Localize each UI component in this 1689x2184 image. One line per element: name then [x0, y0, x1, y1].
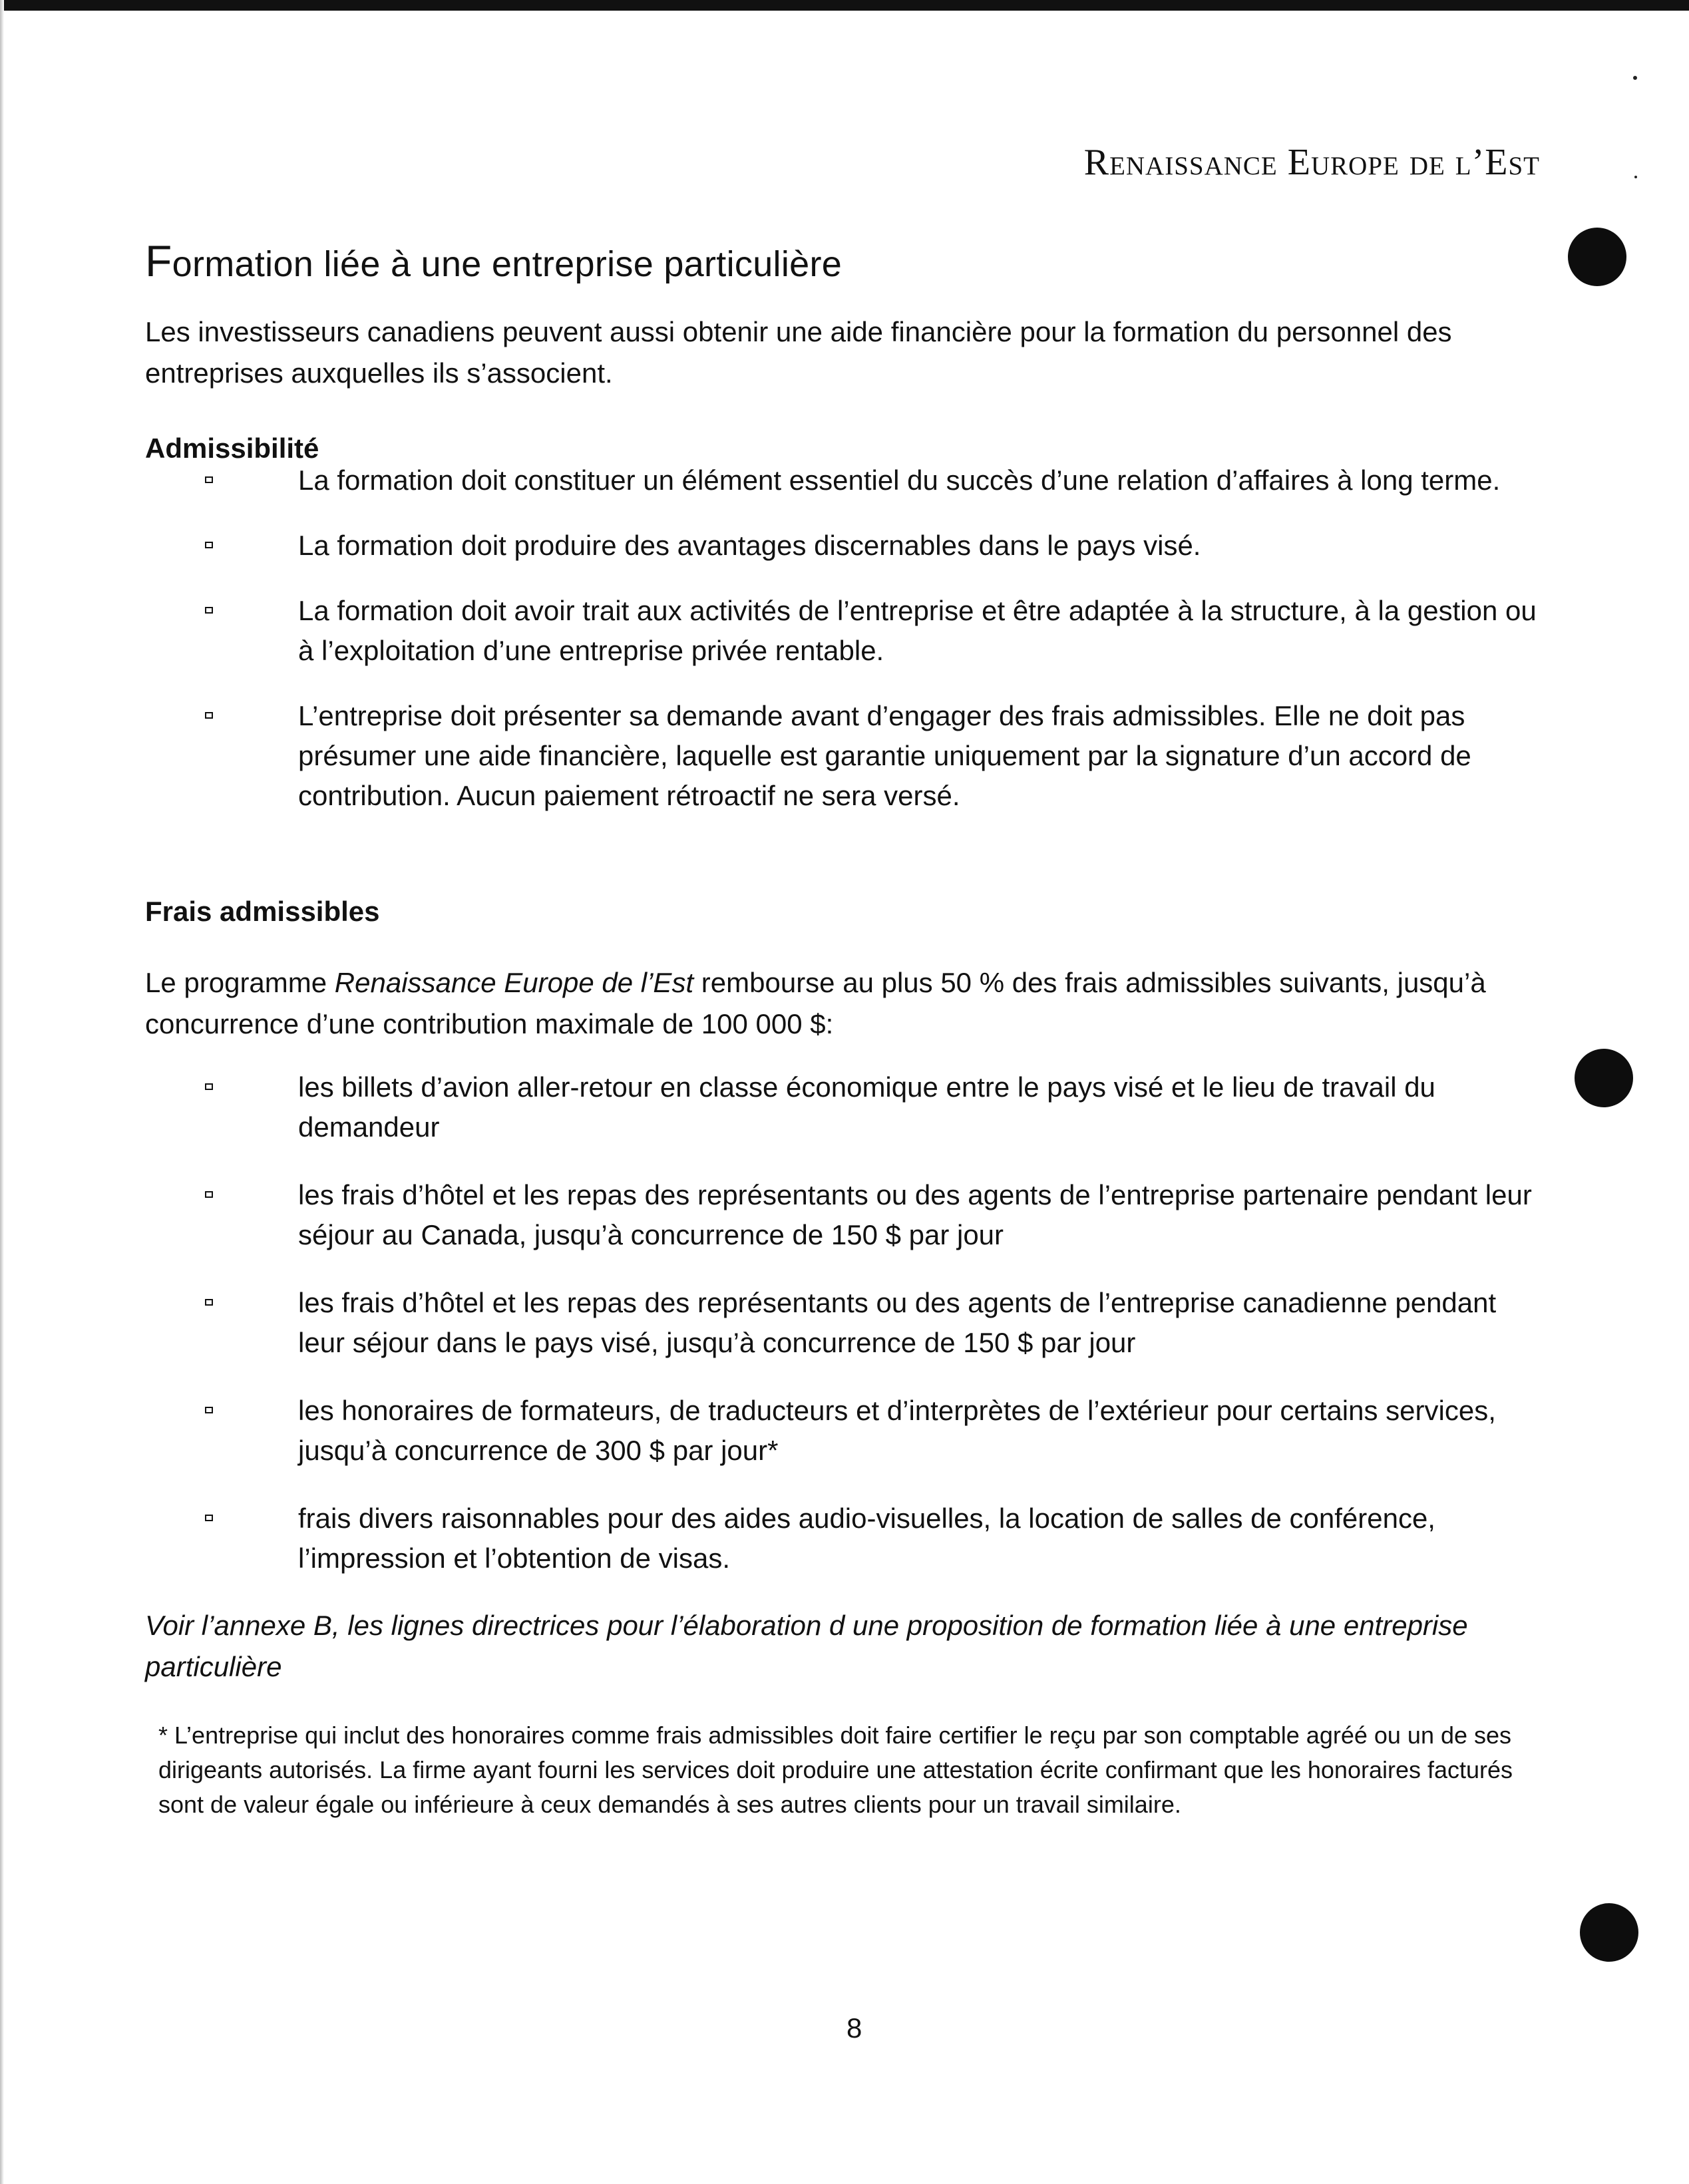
list-item — [205, 526, 1549, 566]
intro-paragraph: Les investisseurs canadiens peuvent aussi obtenir une aide financière pour la formation du personnel des entreprises auxquelles ils s’associent. — [145, 316, 1452, 389]
square-bullet-icon — [205, 1191, 213, 1198]
punch-hole-top — [1568, 228, 1626, 286]
list-item — [205, 460, 1549, 500]
square-bullet-icon — [205, 476, 213, 483]
list-item — [205, 591, 1549, 671]
list-item-text: La formation doit avoir trait aux activités de l’entreprise et être adaptée à la structure, à la gestion ou à l’exploitation d’une entreprise privée rentable. — [298, 595, 1537, 666]
admissibilite-list — [205, 460, 1549, 816]
square-bullet-icon — [205, 1515, 213, 1521]
square-bullet-icon — [205, 1299, 213, 1306]
list-item-text: les billets d’avion aller-retour en classe économique entre le pays visé et le lieu de travail du demandeur — [298, 1071, 1435, 1143]
square-bullet-icon — [205, 1083, 213, 1090]
punch-hole-bottom — [1580, 1903, 1638, 1962]
page-number: 8 — [846, 2012, 862, 2044]
running-header: Renaissance Europe de l’Est — [1083, 142, 1540, 183]
frais-heading: Frais admissibles — [145, 896, 380, 927]
square-bullet-icon — [205, 607, 213, 614]
scan-speck — [1633, 76, 1637, 80]
square-bullet-icon — [205, 1407, 213, 1413]
list-item-text: les honoraires de formateurs, de traducteurs et d’interprètes de l’extérieur pour certains services, jusqu’à concurrence de 300 $ par jour* — [298, 1395, 1496, 1466]
annex-note: Voir l’annexe B, les lignes directrices pour l’élaboration d une proposition de formation liée à une entreprise particulière — [145, 1610, 1468, 1682]
admissibilite-heading: Admissibilité — [145, 433, 319, 464]
list-item-text: L’entreprise doit présenter sa demande avant d’engager des frais admissibles. Elle ne doit pas présumer une aide financière, laquelle est garantie uniquement par la signature d’un accord de contribution. Aucun paiement rétroactif ne sera versé. — [298, 700, 1471, 811]
list-item-text: les frais d’hôtel et les repas des représentants ou des agents de l’entreprise partenaire pendant leur séjour au Canada, jusqu’à concurrence de 150 $ par jour — [298, 1179, 1532, 1250]
list-item — [205, 1391, 1549, 1471]
list-item — [205, 1283, 1549, 1363]
list-item — [205, 1499, 1549, 1578]
frais-intro — [145, 962, 1549, 1045]
punch-hole-middle — [1575, 1049, 1633, 1107]
footnote: * L’entreprise qui inclut des honoraires comme frais admissibles doit faire certifier le reçu par son comptable agréé ou un de ses dirigeants autorisés. La firme ayant fourni les services doit produire une attestation écrite confirmant que les honoraires facturés sont de valeur égale ou inférieure à ceux demandés à ses autres clients pour un travail similaire. — [158, 1722, 1513, 1818]
frais-intro-start: Le programme — [145, 967, 335, 998]
list-item-text: frais divers raisonnables pour des aides audio-visuelles, la location de salles de conférence, l’impression et l’obtention de visas. — [298, 1503, 1435, 1574]
list-item-text: La formation doit constituer un élément essentiel du succès d’une relation d’affaires à long terme. — [298, 464, 1501, 496]
scan-top-border — [0, 0, 1689, 11]
page-title: Formation liée à une entreprise particulière — [145, 236, 843, 285]
square-bullet-icon — [205, 712, 213, 719]
list-item — [205, 1175, 1549, 1255]
list-item — [205, 1067, 1549, 1147]
list-item — [205, 696, 1549, 816]
scan-left-edge — [0, 0, 4, 2184]
square-bullet-icon — [205, 542, 213, 548]
frais-list — [205, 1067, 1549, 1578]
scan-speck — [1634, 176, 1637, 178]
frais-intro-end: rembourse au plus 50 % des frais admissibles suivants, jusqu’à concurrence d’une contribution maximale de 100 000 $: — [145, 967, 1486, 1039]
program-name: Renaissance Europe de l’Est — [334, 967, 694, 998]
list-item-text: les frais d’hôtel et les repas des représentants ou des agents de l’entreprise canadienne pendant leur séjour dans le pays visé, jusqu’à concurrence de 150 $ par jour — [298, 1287, 1497, 1358]
list-item-text: La formation doit produire des avantages discernables dans le pays visé. — [298, 530, 1201, 561]
